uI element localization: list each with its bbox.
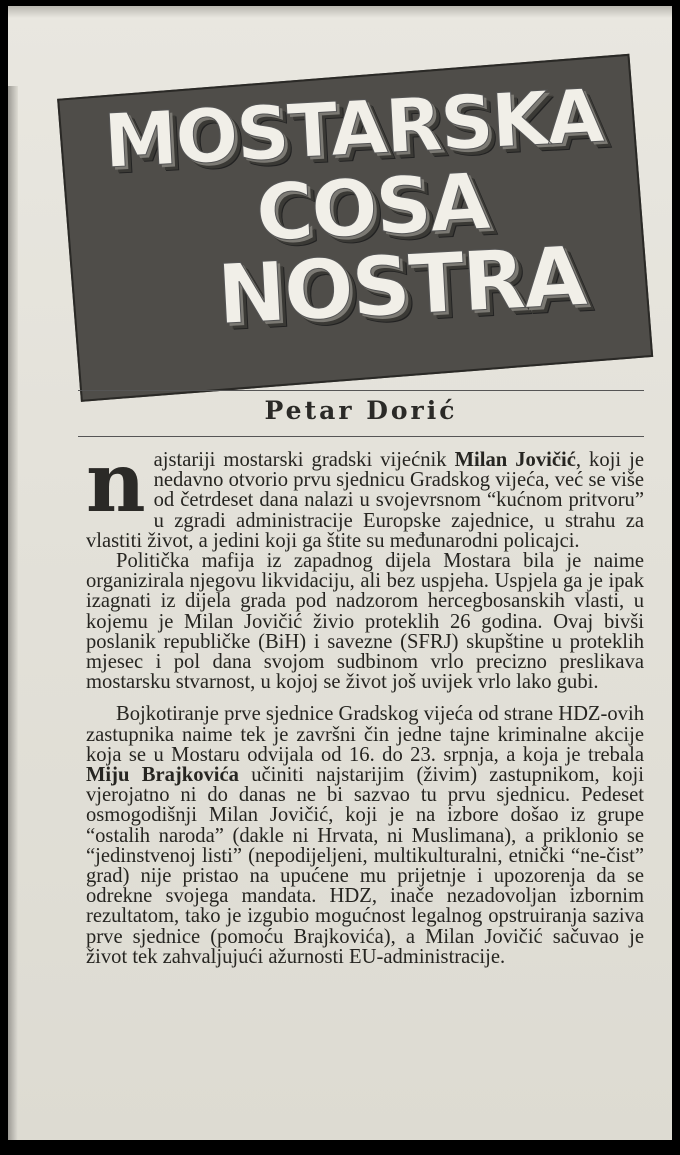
- headline-line-3: NOSTRA: [215, 229, 588, 344]
- byline-bottom-rule: [78, 436, 644, 437]
- person-name-milan-jovicic: Milan Jovičić: [454, 449, 576, 471]
- headline-text: [81, 72, 635, 380]
- author-byline: Petar Dorić: [264, 396, 458, 425]
- article-paragraph-1: [86, 435, 644, 552]
- article-paragraph-2: Politička mafija iz zapadnog dijela Mostara bila je naime organizirala njegovu likvidaciju, ali bez uspjeha. Uspjela ga je ipak izagnati iz dijela grada pod nadzorom hercegbosanskih vlasti, u kojemu je Milan Jovičić živio proteklih 26 godina. Ovaj bivši poslanik republičke (BiH) i savezne (SFRJ) skupštine u proteklih mjesec i pol dana svojom sudbinom vrlo precizno preslikava mostarsku stvarnost, u kojoj se život još uvijek vrlo lako gubi.: [86, 550, 644, 694]
- paragraph-3-text-b: učiniti najstarijim (živim) zastupnikom, koji vjerojatno ni do danas ne bi sazvao tu prvu sjednicu. Pedeset osmogodišnji Milan Jovičić, koji je na izbore došao iz grupe “ostalih naroda” (dakle ni Hrvata, ni Muslimana), a priklonio se “jedinstvenoj listi” (nepodijeljeni, multikulturalni, etnički “ne-čist” grad) nije pristao na upućene mu prijetnje i upozorenja da se odrekne svojega mandata. HDZ, inače nezadovoljan izbornim rezultatom, tako je izgubio mogućnost legalnog opstruiranja saziva prve sjednice (pomoću Brajkovića), a Milan Jovičić sačuvao je život tek zahvaljujući ažurnosti EU-administracije.: [86, 764, 644, 968]
- paragraph-1-text-b: , koji je nedavno otvorio prvu sjednicu Gradskog vijeća, već se više od četrdeset dana nalazi u svojevrsnom “kućnom pritvoru” u zgradi administracije Europske zajednice, u strahu za vlastiti život, a jedini koji ga štite su međunarodni policajci.: [86, 449, 644, 552]
- headline-block: [68, 73, 640, 376]
- byline-top-rule: [78, 390, 644, 391]
- paper-left-shadow: [8, 86, 18, 1140]
- article-paragraph-3: [86, 704, 644, 967]
- person-name-mijo-brajkovic: Miju Brajkovića: [86, 764, 239, 787]
- drop-cap: n: [86, 435, 146, 531]
- article-body: [86, 435, 644, 968]
- paragraph-1-text-a: ajstariji mostarski gradski vijećnik: [153, 449, 455, 471]
- headline-line-2: COSA: [253, 157, 491, 260]
- paragraph-3-text-a: Bojkotiranje prve sjednice Gradskog vijeća od strane HDZ-ovih zastupnika naime tek je završni čin jedne tajne kriminalne akcije koja se u Mostaru odvijala od 16. do 23. srpnja, a koja je trebala: [86, 703, 644, 766]
- headline-line-1: MOSTARSKA: [101, 73, 605, 186]
- paper-top-shadow: [8, 6, 672, 18]
